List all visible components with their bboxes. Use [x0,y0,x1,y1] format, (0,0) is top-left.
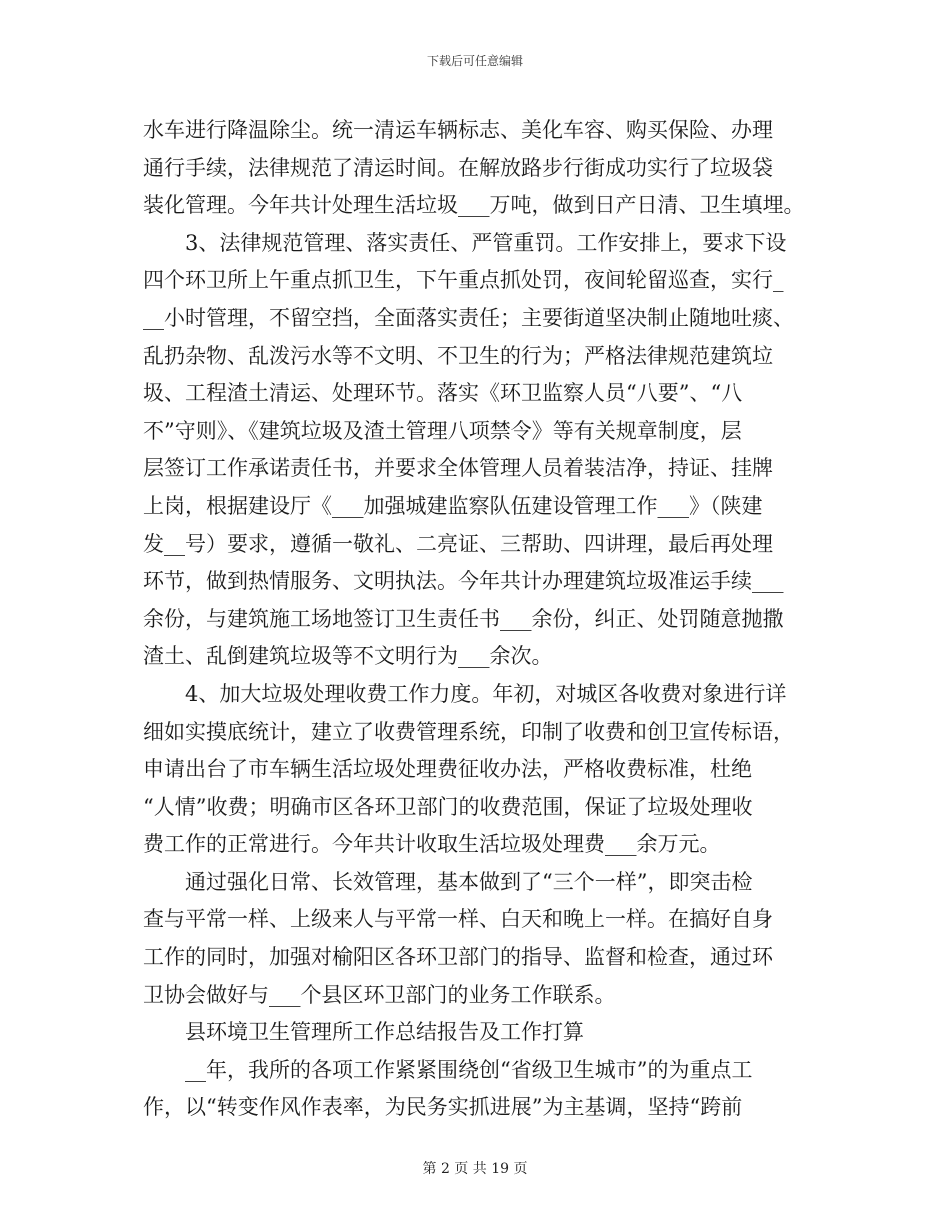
page-header: 下载后可任意编辑 [426,54,523,68]
page-number: 第 2 页 共 19 页 [422,1161,528,1177]
text-line: __小时管理，不留空挡，全面落实责任；主要街道坚决制止随地吐痰、 [143,305,794,330]
text-line: 3、法律规范管理、落实责任、严管重罚。工作安排上，要求下设 [185,230,787,255]
text-line: 县环境卫生管理所工作总结报告及工作打算 [185,1020,584,1045]
text-line: 圾、工程渣土清运、处理环节。落实《环卫监察人员“八要”、“八 [143,381,743,406]
text-line: 渣土、乱倒建筑垃圾等不文明行为___余次。 [143,644,553,669]
text-line: 层签订工作承诺责任书，并要求全体管理人员着装洁净，持证、挂牌 [143,456,773,481]
document-body [143,112,813,1127]
text-line: 费工作的正常进行。今年共计收取生活垃圾处理费___余万元。 [143,832,721,857]
text-line: 申请出台了市车辆生活垃圾处理费征收办法，严格收费标准，杜绝 [143,757,752,782]
text-line: 卫协会做好与___个县区环卫部门的业务工作联系。 [143,982,616,1007]
text-line: 工作的同时，加强对榆阳区各环卫部门的指导、监督和检查，通过环 [143,945,773,970]
text-line: 作，以“转变作风作表率，为民务实抓进展”为主基调，坚持“跨前 [143,1095,743,1120]
text-line: 余份，与建筑施工场地签订卫生责任书___余份，纠正、处罚随意抛撒 [143,606,784,631]
text-line: 水车进行降温除尘。统一清运车辆标志、美化车容、购买保险、办理 [143,118,773,142]
text-line: 通过强化日常、长效管理，基本做到了“三个一样”，即突击检 [185,869,753,894]
text-line: 细如实摸底统计，建立了收费管理系统，印制了收费和创卫宣传标语， [143,719,794,744]
text-line: 乱扔杂物、乱泼污水等不文明、不卫生的行为；严格法律规范建筑垃 [143,343,773,368]
text-line: 发__号）要求，遵循一敬礼、二亮证、三帮助、四讲理，最后再处理 [143,531,773,556]
text-line: 四个环卫所上午重点抓卫生，下午重点抓处罚，夜间轮留巡查，实行_ [143,268,784,293]
text-line: 装化管理。今年共计处理生活垃圾___万吨，做到日产日清、卫生填埋。 [143,193,805,218]
text-line: 不”守则》、《建筑垃圾及渣土管理八项禁令》等有关规章制度，层 [143,418,742,443]
text-line: 查与平常一样、上级来人与平常一样、白天和晚上一样。在搞好自身 [143,907,773,932]
text-line: 4、加大垃圾处理收费工作力度。年初，对城区各收费对象进行详 [185,681,787,706]
text-line: __年，我所的各项工作紧紧围绕创“省级卫生城市”的为重点工 [185,1057,753,1082]
text-line: “人情”收费；明确市区各环卫部门的收费范围，保证了垃圾处理收 [143,794,753,819]
text-line: 环节，做到热情服务、文明执法。今年共计办理建筑垃圾准运手续___ [143,569,784,594]
text-line: 上岗，根据建设厅《___加强城建监察队伍建设管理工作___》（陕建 [143,493,763,518]
text-line: 通行手续，法律规范了清运时间。在解放路步行街成功实行了垃圾袋 [143,155,773,180]
